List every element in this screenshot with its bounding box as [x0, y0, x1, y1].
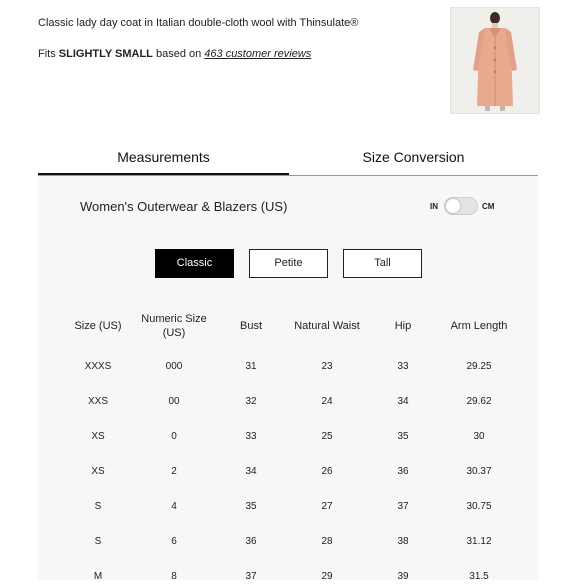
table-cell: 27 [321, 501, 333, 512]
table-cell: XXS [87, 396, 108, 407]
table-cell: 29.25 [466, 361, 492, 372]
table-cell: 30 [473, 431, 485, 442]
coat-image [451, 8, 539, 113]
table-cell: 2 [171, 466, 177, 477]
category-title: Women's Outerwear & Blazers (US) [80, 199, 288, 214]
measurements-panel [38, 176, 538, 580]
tab-size-conversion[interactable]: Size Conversion [362, 149, 465, 165]
table-cell: 37 [397, 501, 409, 512]
table-cell: S [94, 536, 102, 547]
table-cell: 32 [245, 396, 257, 407]
table-cell: 6 [171, 536, 177, 547]
table-cell: 31.12 [466, 536, 492, 547]
table-cell: XS [91, 431, 105, 442]
col-numeric-size: Numeric Size (US) [141, 313, 207, 339]
table-cell: XS [91, 466, 105, 477]
table-cell: 25 [321, 431, 333, 442]
table-cell: 33 [245, 431, 257, 442]
col-arm-length: Arm Length [450, 320, 508, 332]
customer-reviews-link[interactable]: 463 customer reviews [204, 48, 312, 60]
col-size-us: Size (US) [74, 320, 122, 332]
product-description: Classic lady day coat in Italian double-cloth wool with Thinsulate® [38, 17, 359, 29]
table-row [38, 567, 538, 587]
table-cell: XXXS [84, 361, 112, 372]
table-cell: 30.75 [466, 501, 492, 512]
table-cell: 0 [171, 431, 177, 442]
table-cell: 33 [397, 361, 409, 372]
table-cell: 000 [165, 361, 183, 372]
unit-toggle-group [430, 197, 510, 217]
col-natural-waist: Natural Waist [294, 320, 360, 332]
unit-cm-label: CM [482, 202, 495, 211]
size-chart-tabs [38, 140, 538, 176]
col-hip: Hip [394, 320, 412, 332]
table-cell: 30.37 [466, 466, 492, 477]
table-cell: M [93, 571, 103, 582]
table-cell: 26 [321, 466, 333, 477]
table-row [38, 462, 538, 482]
table-row [38, 392, 538, 412]
table-cell: 36 [397, 466, 409, 477]
fit-value: SLIGHTLY SMALL [58, 48, 153, 60]
table-cell: 35 [397, 431, 409, 442]
table-cell: 00 [168, 396, 180, 407]
table-cell: 24 [321, 396, 333, 407]
table-row [38, 357, 538, 377]
unit-toggle[interactable] [444, 197, 478, 215]
unit-in-label: IN [430, 202, 438, 211]
table-cell: 34 [397, 396, 409, 407]
table-cell: 4 [171, 501, 177, 512]
table-cell: 38 [397, 536, 409, 547]
table-cell: 29.62 [466, 396, 492, 407]
fit-summary [38, 48, 311, 60]
table-row [38, 532, 538, 552]
table-cell: 36 [245, 536, 257, 547]
table-cell: 23 [321, 361, 333, 372]
fit-petite-button[interactable]: Petite [249, 249, 328, 278]
product-thumbnail[interactable] [450, 7, 540, 114]
col-bust: Bust [239, 320, 262, 332]
fit-prefix: Fits [38, 48, 59, 60]
table-cell: 31 [245, 361, 257, 372]
table-cell: 31.5 [469, 571, 489, 582]
table-header [38, 309, 538, 343]
table-row [38, 497, 538, 517]
table-cell: 37 [245, 571, 257, 582]
table-cell: 28 [321, 536, 333, 547]
table-cell: S [94, 501, 102, 512]
fit-tall-button[interactable]: Tall [343, 249, 422, 278]
toggle-knob [446, 199, 460, 213]
tab-measurements[interactable]: Measurements [117, 149, 210, 165]
fit-middle: based on [152, 48, 205, 60]
table-cell: 35 [245, 501, 257, 512]
table-cell: 39 [397, 571, 409, 582]
table-cell: 29 [321, 571, 333, 582]
table-row [38, 427, 538, 447]
fit-classic-button[interactable]: Classic [155, 249, 234, 278]
table-cell: 34 [245, 466, 257, 477]
table-cell: 8 [171, 571, 177, 582]
